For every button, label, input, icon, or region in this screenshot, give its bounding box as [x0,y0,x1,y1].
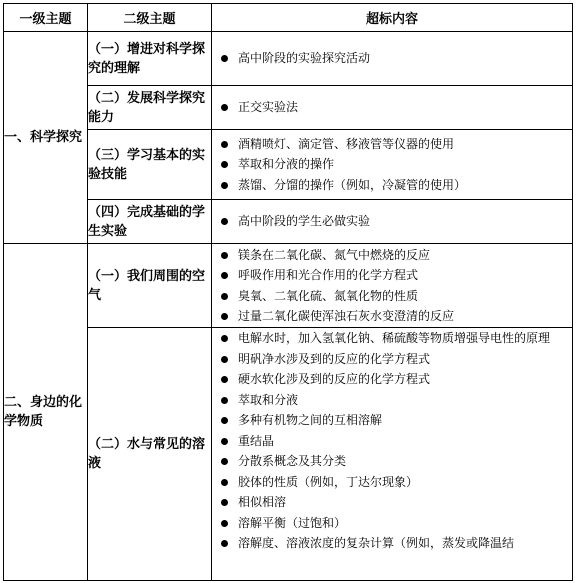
list-item: 分散系概念及其分类 [212,451,572,472]
bullet-icon [221,376,228,383]
list-item: 酒精喷灯、滴定管、移液管等仪器的使用 [212,134,572,155]
bullet-icon [221,161,228,168]
section-1-title: 一、科学探究 [4,32,88,244]
header-level1: 一级主题 [4,4,88,32]
section-2-sub-2-items [212,328,573,581]
bullet-icon [221,499,228,506]
list-item: 萃取和分液的操作 [212,154,572,175]
header-content: 超标内容 [212,4,573,32]
list-item: 呼吸作用和光合作用的化学方程式 [212,265,572,286]
list-item: 过量二氧化碳使浑浊石灰水变澄清的反应 [212,306,572,327]
section-2-sub-2-title: （二）水与常见的溶液 [88,328,212,581]
list-item: 胶体的性质（例如，丁达尔现象） [212,472,572,493]
list-item: 臭氧、二氧化硫、氮氧化物的性质 [212,286,572,307]
bullet-icon [221,397,228,404]
curriculum-table [3,3,573,581]
section-1-sub-2-items [212,86,573,130]
section-1-sub-4-items [212,200,573,244]
table-row [4,32,573,86]
section-2-sub-1-items [212,244,573,328]
bullet-icon [221,458,228,465]
header-level2: 二级主题 [88,4,212,32]
bullet-icon [221,520,228,527]
section-1-sub-3-title: （三）学习基本的实验技能 [88,130,212,200]
bullet-icon [221,252,228,259]
bullet-icon [221,104,228,111]
list-item: 明矾净水涉及到的反应的化学方程式 [212,349,572,370]
list-item: 相似相溶 [212,492,572,513]
list-item: 重结晶 [212,431,572,452]
list-item: 镁条在二氧化碳、氮气中燃烧的反应 [212,245,572,266]
table-row [4,200,573,244]
bullet-icon [221,55,228,62]
list-item: 硬水软化涉及到的反应的化学方程式 [212,369,572,390]
list-item: 蒸馏、分馏的操作（例如，冷凝管的使用） [212,175,572,196]
list-item: 多种有机物之间的互相溶解 [212,410,572,431]
section-1-sub-4-title: （四）完成基础的学生实验 [88,200,212,244]
bullet-icon [221,479,228,486]
section-1-sub-1-title: （一）增进对科学探究的理解 [88,32,212,86]
section-2-sub-1-title: （一）我们周围的空气 [88,244,212,328]
section-2-title: 二、身边的化学物质 [4,244,88,581]
table-row [4,86,573,130]
section-1-sub-2-title: （二）发展科学探究能力 [88,86,212,130]
table-row [4,130,573,200]
list-item: 溶解平衡（过饱和） [212,513,572,534]
table-row [4,244,573,328]
bullet-icon [221,356,228,363]
section-1-sub-1-items [212,32,573,86]
table-row [4,328,573,581]
header-row [4,4,573,32]
bullet-icon [221,335,228,342]
bullet-icon [221,293,228,300]
list-item: 高中阶段的实验探究活动 [212,48,572,69]
bullet-icon [221,438,228,445]
list-item: 高中阶段的学生必做实验 [212,211,572,232]
bullet-icon [221,272,228,279]
bullet-icon [221,182,228,189]
bullet-icon [221,218,228,225]
section-1-sub-3-items [212,130,573,200]
list-item: 电解水时，加入氢氧化钠、稀硫酸等物质增强导电性的原理 [212,328,572,349]
list-item: 溶解度、溶液浓度的复杂计算（例如，蒸发或降温结 [212,533,572,554]
list-item: 萃取和分液 [212,390,572,411]
bullet-icon [221,540,228,547]
bullet-icon [221,313,228,320]
list-item: 正交实验法 [212,97,572,118]
bullet-icon [221,417,228,424]
bullet-icon [221,141,228,148]
